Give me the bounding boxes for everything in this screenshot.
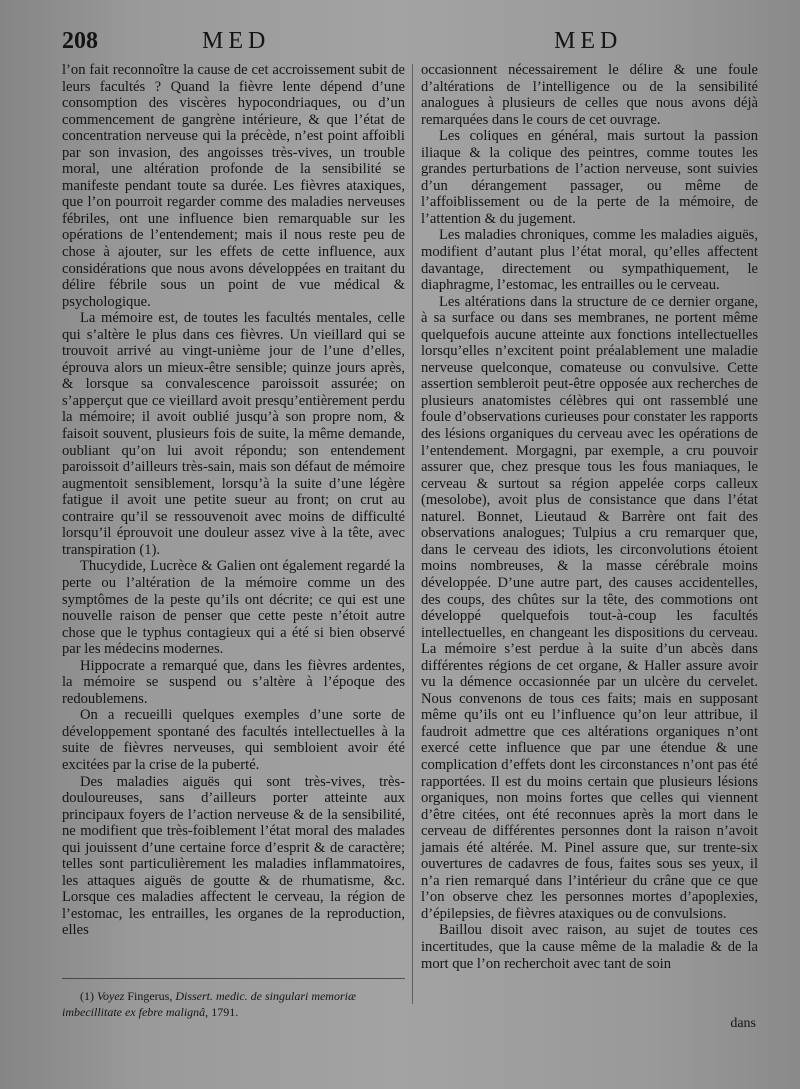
paragraph: Thucydide, Lucrèce & Galien ont également regardé la perte ou l’altération de la mémoire comme un des symptômes de la peste qu’ils ont décrite; ce qui est une nouvelle raison de penser que cette peste n’étoit autre chose que le typhus contagieux qui a été si bien observé par les médecins modernes.	[62, 558, 405, 658]
right-column	[421, 62, 758, 972]
left-column	[62, 62, 405, 939]
paragraph: occasionnent nécessairement le délire & une foule d’altérations de l’intelligence ou de la sensibilité analogues à plusieurs de celles que nous avons déjà remarquées dans le cours de cet ouvrage.	[421, 62, 758, 128]
page-header	[62, 28, 765, 62]
paragraph: La mémoire est, de toutes les facultés mentales, celle qui s’altère le plus dans ces fièvres. Un vieillard qui se trouvoit arrivé au vingt-unième jour de l’une d’elles, éprouva alors un mieux-être sensible; quinze jours après, & lorsque sa convalescence paroissoit assurée; on s’apperçut que ce vieillard avoit presqu’entièrement perdu la mémoire; il avoit oublié jusqu’à son propre nom, & faisoit souvent, plusieurs fois de suite, la même demande, oubliant qu’on lui avoit répondu; son entendement paroissoit d’ailleurs très-sain, mais son défaut de mémoire augmentoit sensiblement, lorsqu’à la suite d’une légère fatigue il avoit une petite sueur au front; on crut au contraire qu’il se ressouvenoit avec moins de difficulté lorsqu’il éprouvoit une douleur assez vive à la tête, avec transpiration (1).	[62, 310, 405, 558]
column-divider	[412, 64, 413, 1004]
paragraph: Baillou disoit avec raison, au sujet de toutes ces incertitudes, que la cause même de la maladie & de la mort que l’on recherchoit avec tant de soin	[421, 922, 758, 972]
paragraph: Des maladies aiguës qui sont très-vives, très-douloureuses, sans d’ailleurs porter atteinte aux principaux foyers de l’action nerveuse & de la sensibilité, ne modifient que très-foiblement l’état moral des malades qui jouissent d’une certaine force d’esprit & de caractère; telles sont particulièrement les maladies inflammatoires, les attaques aiguës de goutte & de rhumatisme, &c. Lorsque ces maladies affectent le cerveau, la région de l’estomac, les entrailles, les organes de la reproduction, elles	[62, 773, 405, 939]
footnote-year: 1791.	[211, 1005, 239, 1019]
footnote-rule	[62, 978, 405, 979]
paragraph: Les coliques en général, mais surtout la passion iliaque & la colique des peintres, comme toutes les grandes perturbations de l’action nerveuse, sont suivies d’un dérangement passager, ou même de l’affoiblissement ou de la perte de la mémoire, de l’attention & du jugement.	[421, 128, 758, 227]
paragraph: Hippocrate a remarqué que, dans les fièvres ardentes, la mémoire se suspend ou s’altère à l’époque des redoublemens.	[62, 657, 405, 707]
running-head-left: MED	[202, 28, 271, 54]
paragraph: Les maladies chroniques, comme les maladies aiguës, modifient d’autant plus l’état moral, qu’elles affectent davantage, directement ou sympathiquement, le diaphragme, l’estomac, les entrailles ou le cerveau.	[421, 227, 758, 294]
catchword: dans	[730, 1016, 756, 1031]
paragraph: l’on fait reconnoître la cause de cet accroissement subit de leurs facultés ? Quand la fièvre lente dépend d’une consomption des viscères hypocondriaques, ou d’un commencement de gangrène intérieure, & que l’état de concentration nerveuse qui la précède, n’est point affoibli par son invasion, des angoisses très-vives, un trouble moral, une altération profonde de la sensibilité se manifeste pendant toute sa durée. Les fièvres ataxiques, que l’on pourroit regarder comme des maladies nerveuses fébriles, ont une influence bien remarquable sur les opérations de l’entendement; mais il nous reste peu de chose à ajouter, sur les effets de cette influence, aux considérations que nous avons développées en traitant du délire fébrile sous un point de vue médical & psychologique.	[62, 62, 405, 310]
footnote-author: Fingerus,	[127, 989, 173, 1003]
paragraph: On a recueilli quelques exemples d’une sorte de développement spontané des facultés intellectuelles à la suite de fièvres nerveuses, qui sembloient avoir été excitées par la crise de la puberté.	[62, 707, 405, 773]
running-head-right: MED	[554, 28, 623, 54]
footnote-marker: (1)	[80, 989, 94, 1003]
footnote	[62, 988, 405, 1020]
footnote-see: Voyez	[97, 989, 125, 1003]
page-number: 208	[62, 28, 98, 54]
footnote-title: Dissert. medic. de singulari memoriæ imbecillitate ex febre malignâ,	[62, 989, 356, 1019]
paragraph: Les altérations dans la structure de ce dernier organe, à sa surface ou dans ses membranes, ne portent même quelquefois aucune atteinte aux fonctions intellectuelles lorsqu’elles n’excitent point préalablement une maladie nerveuse quelconque, comateuse ou convulsive. Cette assertion sembleroit peut-être opposée aux recherches de plusieurs anatomistes célèbres qui ont rassemblé une foule d’observations curieuses pour constater les rapports des lésions organiques du cerveau avec les opérations de l’entendement. Morgagni, par exemple, a cru pouvoir assurer que, chez presque tous les fous maniaques, le cerveau & surtout sa région appelée corps calleux (mesolobe), avoit plus de consistance que dans l’état naturel. Bonnet, Lieutaud & Barrère ont fait des observations analogues; Tulpius a cru remarquer que, dans le cerveau des idiots, les circonvolutions étoient moins nombreuses, & la masse cérébrale moins développée. D’une autre part, des causes accidentelles, des coups, des chûtes sur la tête, des commotions ont développé quelquefois tout-à-coup les facultés intellectuelles, en changeant les dispositions du cerveau. La mémoire s’est perdue à la suite d’un abcès dans différentes régions de cet organe, & Haller assure avoir vu la démence occasionnée par un ulcère du cervelet. Nous convenons de tous ces faits; mais en supposant même qu’ils ont eu l’influence qu’on leur attribue, il faudroit admettre que ces altérations organiques n’ont exercé cette influence que par une étendue & une complication d’effets dont les circonstances n’ont pas été rapportées. Il est du moins certain que plusieurs lésions organiques, non moins fortes que celles qui viennent d’être citées, ont été reconnues après la mort dans le cerveau de différentes personnes dont la raison n’avoit jamais été altérée. M. Pinel assure que, sur trente-six ouvertures de cadavres de fous, faites sous ses yeux, il n’a rien remarqué dans l’intérieur du crâne que ce que l’on observe chez les personnes mortes d’apoplexies, d’épilepsies, de fièvres ataxiques ou de convulsions.	[421, 293, 758, 922]
